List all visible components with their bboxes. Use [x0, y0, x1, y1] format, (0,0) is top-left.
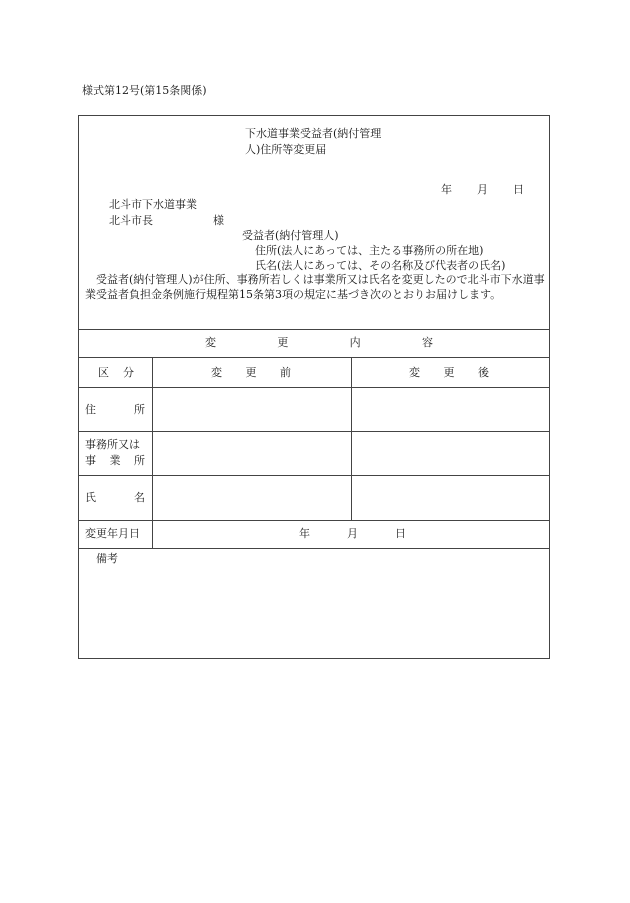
column-header-category [98, 366, 134, 380]
header-char: 区 [98, 366, 109, 379]
addressee-mayor: 北斗市長 [109, 214, 153, 227]
divider-line [79, 520, 549, 521]
addressee-honorific: 様 [213, 214, 224, 227]
applicant-name-label: 氏名(法人にあっては、その名称及び代表者の氏名) [255, 259, 506, 272]
divider-line [79, 329, 549, 330]
remarks-label: 備考 [96, 552, 118, 565]
header-char: 分 [123, 366, 134, 379]
row-label-change-date: 変更年月日 [85, 527, 140, 540]
change-date-month: 月 [347, 527, 358, 540]
header-char: 容 [421, 336, 433, 349]
row-label-office-line2 [85, 454, 145, 468]
header-char: 後 [478, 366, 489, 379]
divider-line [152, 357, 153, 548]
form-title-line2: 人)住所等変更届 [245, 143, 327, 156]
change-date-year: 年 [299, 527, 310, 540]
header-char: 更 [245, 366, 257, 379]
section-header-change-details [205, 336, 433, 350]
date-year: 年 [441, 183, 452, 196]
row-label-name [85, 491, 145, 505]
header-char: 前 [280, 366, 291, 379]
date-day: 日 [513, 183, 524, 196]
divider-line [79, 475, 549, 476]
divider-line [351, 357, 352, 520]
divider-line [79, 431, 549, 432]
header-char: 更 [443, 366, 455, 379]
form-title-line1: 下水道事業受益者(納付管理 [245, 127, 382, 140]
label-char: 住 [85, 403, 96, 416]
header-char: 変 [205, 336, 216, 349]
label-char: 所 [134, 403, 145, 416]
label-char: 業 [109, 454, 121, 467]
label-char: 氏 [85, 491, 96, 504]
header-char: 内 [349, 336, 361, 349]
applicant-label: 受益者(納付管理人) [242, 229, 339, 242]
header-char: 変 [211, 366, 222, 379]
divider-line [79, 357, 549, 358]
header-char: 更 [277, 336, 289, 349]
date-month: 月 [477, 183, 488, 196]
label-char: 名 [134, 491, 145, 504]
label-char: 所 [134, 454, 145, 467]
label-char: 事 [85, 454, 96, 467]
column-header-after [409, 366, 489, 380]
divider-line [79, 548, 549, 549]
form-number: 様式第12号(第15条関係) [82, 84, 207, 97]
change-date-day: 日 [395, 527, 406, 540]
addressee-org: 北斗市下水道事業 [109, 198, 197, 211]
column-header-before [211, 366, 291, 380]
divider-line [79, 387, 549, 388]
applicant-address-label: 住所(法人にあっては、主たる事務所の所在地) [255, 244, 484, 257]
row-label-office-line1: 事務所又は [85, 438, 140, 451]
form-frame [78, 115, 550, 659]
row-label-address [85, 403, 145, 417]
statement-text: 受益者(納付管理人)が住所、事務所若しくは事業所又は氏名を変更したので北斗市下水道事業受益者負担金条例施行規程第15条第3項の規定に基づき次のとおりお届けします。 [85, 273, 545, 301]
header-char: 変 [409, 366, 420, 379]
